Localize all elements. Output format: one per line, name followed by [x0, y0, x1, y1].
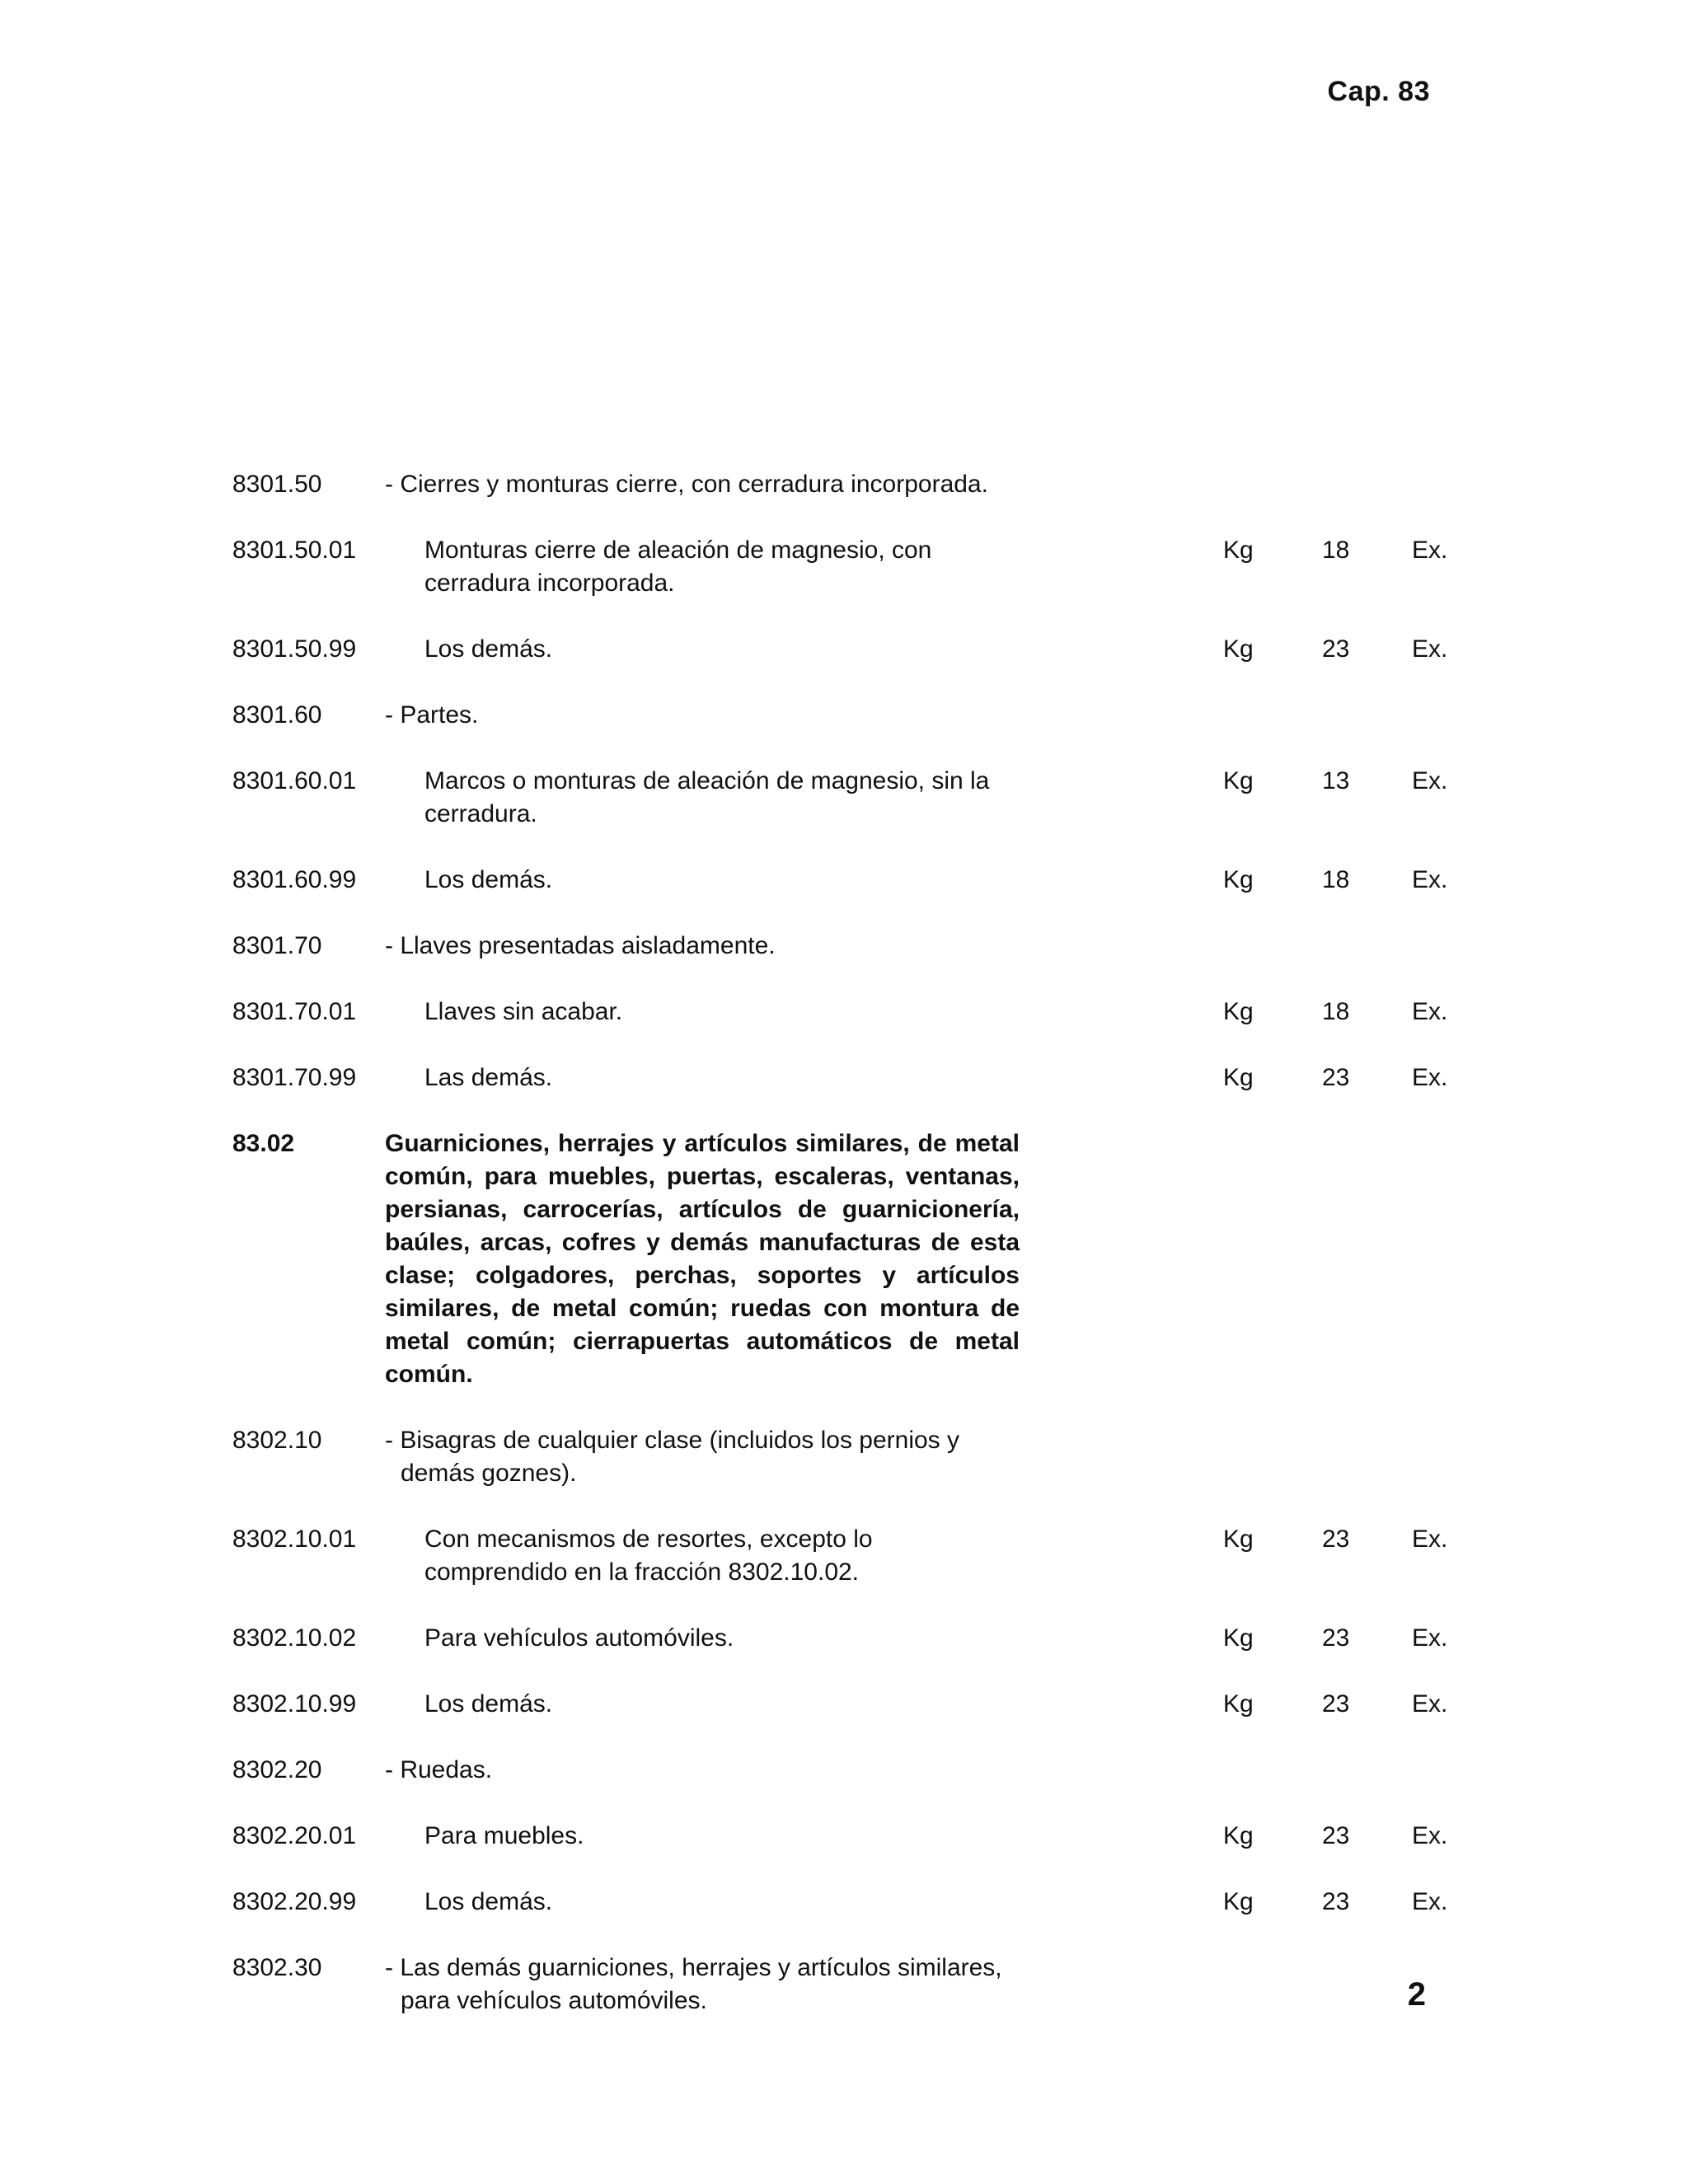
tariff-other: Ex.: [1412, 635, 1448, 663]
tariff-unit: Kg: [1223, 866, 1254, 893]
tariff-unit: Kg: [1223, 1888, 1254, 1915]
tariff-code: 8302.20: [232, 1756, 322, 1783]
tariff-rate: 18: [1322, 998, 1350, 1025]
tariff-unit: Kg: [1223, 1690, 1254, 1718]
tariff-code: 8302.10.99: [232, 1690, 357, 1718]
tariff-description: Los demás.: [424, 866, 553, 893]
tariff-unit: Kg: [1223, 1624, 1254, 1652]
tariff-entry: [232, 1820, 1452, 1853]
tariff-entry: [232, 1952, 1452, 2018]
tariff-code: 8301.70.99: [232, 1064, 357, 1091]
tariff-rate: 18: [1322, 537, 1350, 564]
tariff-other: Ex.: [1412, 767, 1448, 794]
tariff-heading: [232, 1127, 1452, 1391]
tariff-description: Los demás.: [424, 635, 553, 663]
tariff-other: Ex.: [1412, 1888, 1448, 1915]
tariff-code: 8301.50: [232, 471, 322, 498]
tariff-description: - Cierres y monturas cierre, con cerradura incorporada.: [385, 471, 988, 498]
tariff-entry: [232, 1622, 1452, 1655]
tariff-other: Ex.: [1412, 866, 1448, 893]
tariff-rate: 23: [1322, 1624, 1350, 1652]
tariff-rate: 18: [1322, 866, 1350, 893]
tariff-entry: [232, 765, 1452, 831]
tariff-rate: 23: [1322, 1526, 1350, 1553]
tariff-description: - Ruedas.: [385, 1756, 493, 1783]
tariff-entry: [232, 1688, 1452, 1721]
tariff-entry: [232, 534, 1452, 600]
tariff-unit: Kg: [1223, 537, 1254, 564]
tariff-rate: 23: [1322, 1888, 1350, 1915]
tariff-entry: [232, 1754, 1452, 1787]
tariff-code: 8301.70.01: [232, 998, 357, 1025]
tariff-unit: Kg: [1223, 1822, 1254, 1849]
tariff-unit: Kg: [1223, 1064, 1254, 1091]
tariff-description: Con mecanismos de resortes, excepto lo comprendido en la fracción 8302.10.02.: [424, 1526, 873, 1586]
tariff-unit: Kg: [1223, 767, 1254, 794]
tariff-code: 8301.60.99: [232, 866, 357, 893]
tariff-entry: [232, 864, 1452, 897]
tariff-description: Llaves sin acabar.: [424, 998, 623, 1025]
page-number: 2: [1407, 1976, 1426, 2013]
tariff-description: Monturas cierre de aleación de magnesio, con cerradura incorporada.: [424, 537, 932, 597]
tariff-unit: Kg: [1223, 1526, 1254, 1553]
tariff-entry: [232, 468, 1452, 501]
tariff-other: Ex.: [1412, 1624, 1448, 1652]
heading-code: 83.02: [232, 1130, 295, 1157]
tariff-rate: 23: [1322, 1690, 1350, 1718]
tariff-description: Para muebles.: [424, 1822, 584, 1849]
tariff-description: Las demás.: [424, 1064, 553, 1091]
tariff-code: 8301.70: [232, 932, 322, 959]
tariff-other: Ex.: [1412, 1526, 1448, 1553]
tariff-code: 8301.60.01: [232, 767, 357, 794]
tariff-unit: Kg: [1223, 998, 1254, 1025]
tariff-code: 8302.10.02: [232, 1624, 357, 1652]
tariff-other: Ex.: [1412, 1822, 1448, 1849]
chapter-header: Cap. 83: [1327, 76, 1430, 107]
tariff-description: - Bisagras de cualquier clase (incluidos los pernios y demás goznes).: [385, 1427, 960, 1487]
tariff-code: 8302.30: [232, 1954, 322, 1981]
tariff-entries: [232, 468, 1452, 2050]
tariff-entry: [232, 996, 1452, 1029]
tariff-code: 8302.10: [232, 1427, 322, 1454]
tariff-entry: [232, 1424, 1452, 1490]
tariff-code: 8301.50.01: [232, 537, 357, 564]
tariff-entry: [232, 633, 1452, 666]
tariff-code: 8301.60: [232, 701, 322, 729]
tariff-code: 8302.20.01: [232, 1822, 357, 1849]
tariff-rate: 23: [1322, 635, 1350, 663]
tariff-entry: [232, 930, 1452, 963]
tariff-other: Ex.: [1412, 998, 1448, 1025]
tariff-unit: Kg: [1223, 635, 1254, 663]
tariff-other: Ex.: [1412, 537, 1448, 564]
tariff-entry: [232, 1523, 1452, 1589]
tariff-entry: [232, 1886, 1452, 1919]
tariff-description: Los demás.: [424, 1888, 553, 1915]
tariff-other: Ex.: [1412, 1690, 1448, 1718]
tariff-code: 8302.10.01: [232, 1526, 357, 1553]
heading-description: Guarniciones, herrajes y artículos similares, de metal común, para muebles, puertas, escaleras, ventanas, persianas, carrocerías, artículos de guarnicionería, baúles, arcas, cofres y demás manufacturas de esta clase; colgadores, perchas, soportes y artículos similares, de metal común; ruedas con montura de metal común; cierrapuertas automáticos de metal común.: [385, 1130, 1020, 1388]
tariff-rate: 23: [1322, 1064, 1350, 1091]
tariff-description: - Partes.: [385, 701, 479, 729]
tariff-code: 8302.20.99: [232, 1888, 357, 1915]
tariff-entry: [232, 1062, 1452, 1094]
tariff-description: - Llaves presentadas aisladamente.: [385, 932, 776, 959]
tariff-description: Marcos o monturas de aleación de magnesio, sin la cerradura.: [424, 767, 990, 827]
tariff-rate: 23: [1322, 1822, 1350, 1849]
tariff-description: - Las demás guarniciones, herrajes y artículos similares, para vehículos automóviles.: [385, 1954, 1002, 2014]
tariff-rate: 13: [1322, 767, 1350, 794]
tariff-other: Ex.: [1412, 1064, 1448, 1091]
tariff-entry: [232, 699, 1452, 732]
tariff-description: Los demás.: [424, 1690, 553, 1718]
tariff-code: 8301.50.99: [232, 635, 357, 663]
tariff-description: Para vehículos automóviles.: [424, 1624, 734, 1652]
